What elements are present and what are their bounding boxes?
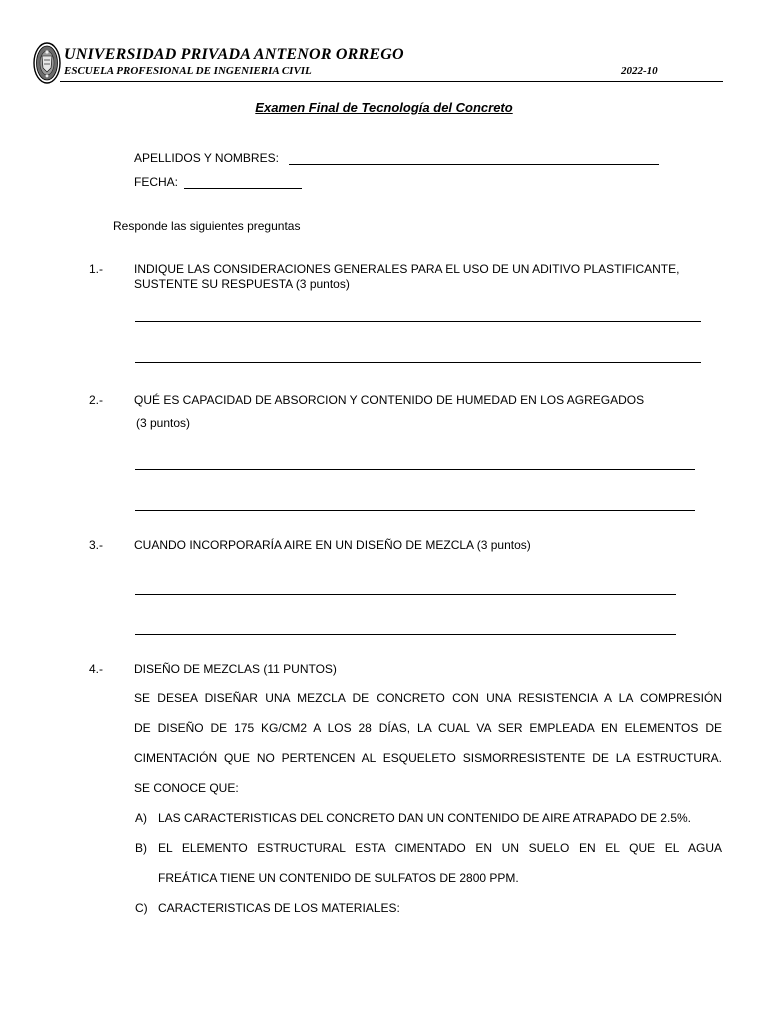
academic-period: 2022-10 bbox=[621, 65, 658, 77]
answer-line[interactable] bbox=[135, 362, 701, 363]
item-label: B) bbox=[135, 841, 147, 855]
answer-line[interactable] bbox=[135, 469, 695, 470]
date-input-line[interactable] bbox=[184, 188, 302, 189]
answer-line[interactable] bbox=[135, 634, 676, 635]
question-text: DISEÑO DE MEZCLAS (11 PUNTOS) bbox=[134, 662, 337, 676]
item-text: FREÁTICA TIENE UN CONTENIDO DE SULFATOS DE 2800 PPM. bbox=[158, 871, 519, 885]
problem-line: DE DISEÑO DE 175 KG/CM2 A LOS 28 DÍAS, LA CUAL VA SER EMPLEADA EN ELEMENTOS DE bbox=[134, 721, 722, 735]
answer-line[interactable] bbox=[135, 594, 676, 595]
university-name: UNIVERSIDAD PRIVADA ANTENOR ORREGO bbox=[64, 46, 404, 63]
question-text: SUSTENTE SU RESPUESTA (3 puntos) bbox=[134, 277, 350, 291]
item-text: EL ELEMENTO ESTRUCTURAL ESTA CIMENTADO EN UN SUELO EN EL QUE EL AGUA bbox=[158, 841, 722, 855]
names-input-line[interactable] bbox=[289, 164, 659, 165]
item-text-block bbox=[158, 833, 722, 893]
header-divider bbox=[60, 81, 723, 82]
answer-line[interactable] bbox=[135, 510, 695, 511]
question-number: 1.- bbox=[89, 262, 104, 276]
question-text: QUÉ ES CAPACIDAD DE ABSORCION Y CONTENIDO DE HUMEDAD EN LOS AGREGADOS bbox=[134, 393, 645, 407]
question-text: CUANDO INCORPORARÍA AIRE EN UN DISEÑO DE MEZCLA (3 puntos) bbox=[134, 538, 531, 552]
question-text: INDIQUE LAS CONSIDERACIONES GENERALES PARA EL USO DE UN ADITIVO PLASTIFICANTE, bbox=[134, 262, 680, 276]
problem-line: SE DESEA DISEÑAR UNA MEZCLA DE CONCRETO CON UNA RESISTENCIA A LA COMPRESIÓN bbox=[134, 691, 722, 705]
answer-line[interactable] bbox=[135, 321, 701, 322]
university-seal-logo bbox=[33, 42, 61, 84]
item-text: CARACTERISTICAS DE LOS MATERIALES: bbox=[158, 901, 400, 915]
question-text: (3 puntos) bbox=[136, 416, 191, 430]
question-number: 2.- bbox=[89, 393, 104, 407]
problem-line: CIMENTACIÓN QUE NO PERTENCEN AL ESQUELETO SISMORRESISTENTE DE LA ESTRUCTURA. bbox=[134, 751, 722, 765]
question-number: 3.- bbox=[89, 538, 104, 552]
item-label: A) bbox=[135, 811, 147, 825]
question-number: 4.- bbox=[89, 662, 104, 676]
date-label: FECHA: bbox=[134, 175, 179, 189]
school-name: ESCUELA PROFESIONAL DE INGENIERIA CIVIL bbox=[64, 65, 312, 77]
problem-statement bbox=[134, 683, 722, 803]
item-text: LAS CARACTERISTICAS DEL CONCRETO DAN UN CONTENIDO DE AIRE ATRAPADO DE 2.5%. bbox=[158, 811, 691, 825]
instruction-text: Responde las siguientes preguntas bbox=[113, 219, 301, 233]
problem-line: SE CONOCE QUE: bbox=[134, 781, 239, 795]
exam-title: Examen Final de Tecnología del Concreto bbox=[255, 100, 513, 115]
item-label: C) bbox=[135, 901, 148, 915]
names-label: APELLIDOS Y NOMBRES: bbox=[134, 151, 279, 165]
